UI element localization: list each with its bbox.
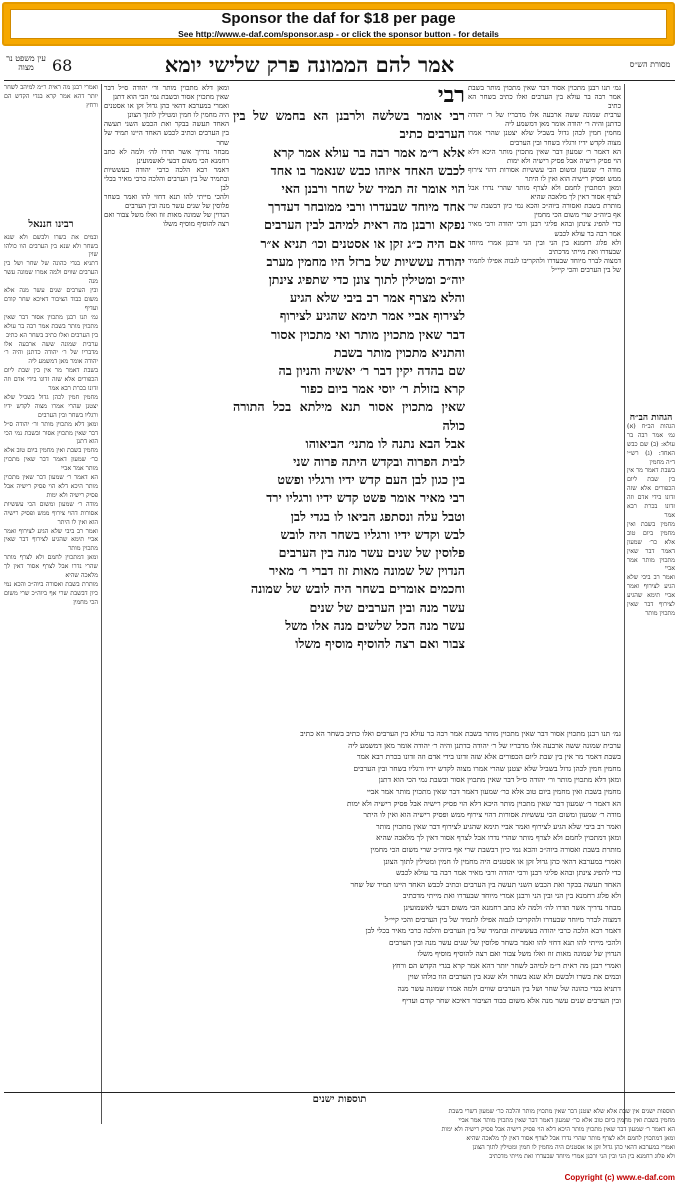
right-commentary-column <box>468 84 621 724</box>
masoret-hashas-label: מסורת הש״ס <box>629 60 671 69</box>
main-line: והלא מצרף אמר רב ביבי שלא הגיע <box>290 290 465 306</box>
opening-word: רבי <box>437 86 465 108</box>
sponsor-banner[interactable] <box>2 2 675 46</box>
rabbeinu-chananel-text: בשבת דאמר מר אין בין שבת ליום הכפורים אלא שזה זדונו בידי אדם וזה זדונו בכרת רבא אמר <box>4 367 98 393</box>
commentary-paragraph: ולא פלוג רחמנא בין הני ובין הני ורבנן אמרי מיוחד שבעדרו ואת מייתי מדכתיב <box>468 238 621 256</box>
main-line: פלוסין של שנים עשר מנה בין הערבים <box>278 545 465 561</box>
right-margin-column <box>627 84 675 844</box>
main-line: קרא בזולת ר׳ יוסי אמר ביום כפור <box>300 381 465 397</box>
main-line: עשר מנה ובין הערבים של שנים <box>309 599 465 615</box>
right-divider <box>624 84 625 1124</box>
sponsor-banner-box[interactable] <box>10 9 667 39</box>
wide-line: מחמין בשבת ואין מחמין ביום טוב אלא כר׳ שמעון דאמר דבר שאין מתכוין מותר אמר אביי <box>366 786 621 796</box>
rabbeinu-chananel-text: דתניא בגדי כהונה של שחר ושל בין הערבים שווים ולמה אמרו שמונה עשר מנה <box>4 260 98 286</box>
wide-line: מחמין חמין לכהן גדול בשביל שלא יצטנן שהרי אמרו מצוה לקדש ידיו ורגליו בשחר ובין הערבים <box>353 763 621 773</box>
talmud-page <box>4 52 675 1172</box>
footer-rule <box>4 1092 675 1093</box>
wide-line: דתניא בגדי כהונה של שחר ושל בין הערבים שווים ולמה אמרו שמונה עשר מנה <box>397 984 621 994</box>
main-line: לבית הפרוה ובקדש היתה פרוה שני <box>293 454 465 470</box>
main-line: הוי אומר זה תמיד של שחר ורבנן האי <box>281 181 465 197</box>
main-line: לבש וקדש ידיו ורגליו בשחר היה לובש <box>280 526 465 542</box>
rabbeinu-chananel-text: מודה ר׳ שמעון ומשום הכי עששיות אסורות דהוי צירוף ממש ופסיק רישיה הוא ואין לו היתר <box>4 500 98 526</box>
footer-line: הא דאמר ר׳ שמעון דבר שאין מתכוין מותר היכא דלא הוי פסיק רישיה אבל פסיק רישיה ולא ימות <box>441 1125 675 1133</box>
main-line: דבר שאין מתכוין מותר ואי מתכוין אסור <box>270 326 465 342</box>
commentary-paragraph: ערבית שמונה ששה ארבעה אלו מדבריו של ר׳ יהודה כדתנן והיה ר׳ יהודה אומר מאן דמשמע ליה <box>468 111 621 129</box>
main-line: צבור ואם רצה להוסיף מוסיף משלו <box>295 636 465 652</box>
rabbeinu-chananel-text: ובין הערבים שנים עשר מנה אלא משום כבוד הציבור דאיכא שחר קודם ועדיף <box>4 287 98 312</box>
rabbeinu-chananel-text: ובמים את בשרו ולבשם ולא שנא בשחר ולא שנא בין הערבים הוו כולהו שוין <box>4 233 98 259</box>
main-line: וטבל עלה ונסתפג הביאו לו בגדי לבן <box>290 508 465 524</box>
rabbeinu-chananel-label: רבינו חננאל <box>28 218 74 230</box>
wide-line: דמצוה לברר מיוחד שבעדרו ולהקריבו לגבוה אפילו לתמיד של בין הערבים והכי קיי״ל <box>384 914 621 924</box>
footer-line: ואמרי במערבא דהאי כהן גדול זקן או אסטנים היה מחמין לו חמין ומטילין לתוך הצונן <box>472 1143 675 1151</box>
rabbeinu-chananel-text: גמ׳ תנו רבנן מתכוין אסור דבר שאין מתכוין מותר בשבת אמר רבה בר עולא בין הערבים ואלו כתיב בשחר הא כתיב <box>4 313 98 339</box>
hagahot-text: הגהות הב״ח (א) גמ׳ אמר רבה בר עולא: (ב) שם כבש האחד: (ג) רש״י ד״ה מחמין <box>627 422 675 466</box>
commentary-paragraph: הנדוין של שמונה מאות זוז ואלו משל צבור ואם רצה להוסיף מוסיף משלו <box>104 211 229 229</box>
rabbeinu-chananel-text: ומאן דלא מתכוין מותר ור׳ יהודה ס״ל דבר שאין מתכוין אסור ובשבת נמי הכי הוא דתנן <box>4 420 98 446</box>
rabbeinu-chananel-text: מחמין בשבת ואין מחמין ביום טוב אלא כר׳ שמעון דאמר דבר שאין מתכוין מותר אמר אביי <box>4 447 98 473</box>
sponsor-title: Sponsor the daf for $18 per page <box>221 10 456 27</box>
wide-line: ומאן דלא מתכוין מותר ור׳ יהודה ס״ל דבר שאין מתכוין אסור ובשבת נמי הכי הוא דתנן <box>378 775 621 785</box>
wide-line: האחד תעשה בבקר ואת הכבש השני תעשה בין הערבים וכתיב לכבש האחד היינו תמיד של שחר <box>350 879 621 889</box>
hagahot-text-cont: בשבת דאמר מר אין בין שבת ליום הכפורים אלא שזה זדונו בידי אדם וזה זדונו בכרת רבא אמר <box>627 467 675 519</box>
tosafot-yeshanim-text <box>4 1108 675 1172</box>
wide-line: בשבת דאמר מר אין בין שבת ליום הכפורים אלא שזה זדונו בידי אדם וזה זדונו בכרת רבא אמר <box>356 752 621 762</box>
left-commentary-column <box>104 84 229 724</box>
left-margin-column <box>4 84 98 1124</box>
main-line: יוה״כ ומטילין לתוך צונן כדי שתפיג צינתן <box>268 272 465 288</box>
hagahot-text-cont: מחמין בשבת ואין מחמין ביום טוב אלא כר׳ שמעון דאמר דבר שאין מתכוין מותר אמר אביי <box>627 520 675 573</box>
commentary-paragraph: מותרת בשבת ואסורה ביוה״כ והכא נמי כיון דבשבת שרי אף ביוה״כ שרי משום הכי מחמין <box>468 202 621 220</box>
footer-line: ולא פלוג רחמנא בין הני ובין הני ורבנן אמרי מיוחד שבעדרו ואת מייתי מדכתיב <box>489 1152 675 1160</box>
main-line: שאין מתכוין אסור תנא מילתא בכל התורה כולה <box>233 399 465 433</box>
main-line: אלא ר״מ אמר רבה בר עולא אמר קרא <box>273 144 465 160</box>
commentary-paragraph: האחד תעשה בבקר ואת הכבש השני תעשה בין הערבים וכתיב לכבש האחד היינו תמיד של שחר <box>104 120 229 147</box>
wide-line: ולא פלוג רחמנא בין הני ובין הני ורבנן אמרי מיוחד שבעדרו ואת מייתי מדכתיב <box>402 891 621 901</box>
wide-line: מבחר נדריך אשר תדרו לה׳ ולמה לא כתב רחמנא הכי משום דבעי לאשמועינן <box>403 902 621 912</box>
hagahot-label: הגהות הב״ח <box>629 413 673 423</box>
commentary-paragraph: מודה ר׳ שמעון ומשום הכי עששיות אסורות דהוי צירוף ממש ופסיק רישיה הוא ואין לו היתר <box>468 165 621 183</box>
wide-line: מותרת בשבת ואסורה ביוה״כ והכא נמי כיון דבשבת שרי אף ביוה״כ שרי משום הכי מחמין <box>370 844 621 854</box>
copyright-notice[interactable]: Copyright (c) www.e-daf.com <box>564 1173 675 1182</box>
rabbeinu-chananel-text: ואמר רב ביבי שלא הגיע לצירוף ואמר אביי תימא שהגיע לצירוף דבר שאין מתכוין מותר <box>4 527 98 553</box>
left-divider <box>101 84 102 1124</box>
wide-line: הנדוין של שמונה מאות זוז ואלו משל צבור ואם רצה להוסיף מוסיף משלו <box>417 949 621 959</box>
main-line: והתניא מתכוין מותר בשבת <box>333 344 465 360</box>
rabbeinu-chananel-text: מותרת בשבת ואסורה ביוה״כ והכא נמי כיון דבשבת שרי אף ביוה״כ שרי משום הכי מחמין <box>4 580 98 606</box>
main-line: אבל הבא נתנה לו מתני׳ הביאוהו <box>305 435 465 451</box>
main-line: לכבש האחד איזהו כבש שנאמר בו אחד <box>270 162 465 178</box>
main-line: אם היה כ״ג זקן או אסטנים וכו׳ תניא א״ר <box>260 235 465 251</box>
commentary-paragraph: ולהכי מייתי להו תנא דחזי להו ואמר בשחר פלוסין של שנים עשר מנה ובין הערבים <box>104 193 229 211</box>
commentary-paragraph: דאמר רבא הלכה כרבי יהודה בעששיות ובתמיד של בין הערבים והלכה כרבי מאיר בכלי לבן <box>104 165 229 193</box>
sponsor-subtitle[interactable]: See http://www.e-daf.com/sponsor.asp - or click the sponsor button - for details <box>178 29 499 39</box>
wide-line: ערבית שמונה ששה ארבעה אלו מדבריו של ר׳ יהודה כדתנן והיה ר׳ יהודה אומר מאן דמשמע ליה <box>348 740 621 750</box>
rabbeinu-chananel-text: מחמין חמין לכהן גדול בשביל שלא יצטנן שהרי אמרו מצוה לקדש ידיו ורגליו בשחר ובין הערבים <box>4 393 98 419</box>
main-line: וחכמים אומרים בשחר היה לובש של שמונה <box>250 581 465 597</box>
commentary-paragraph: הא דאמר ר׳ שמעון דבר שאין מתכוין מותר היכא דלא הוי פסיק רישיה אבל פסיק רישיה ולא ימות <box>468 147 621 165</box>
rabbeinu-chananel-text: ערבית שמונה ששה ארבעה אלו מדבריו של ר׳ יהודה כדתנן והיה ר׳ יהודה אומר מאן דמשמע ליה <box>4 340 98 366</box>
ein-mishpat-label: עין משפט נר מצוה <box>6 54 46 72</box>
wide-line: ובין הערבים שנים עשר מנה אלא משום כבוד הציבור דאיכא שחר קודם ועדיף <box>402 995 621 1005</box>
main-gemara-column <box>233 86 465 692</box>
wide-line: גמ׳ תנו רבנן מתכוין אסור דבר שאין מתכוין מותר בשבת אמר רבה בר עולא בין הערבים ואלו כתיב בשחר הא כתיב <box>300 729 621 738</box>
footer-line: מחמין בשבת ואין מחמין ביום טוב אלא כר׳ שמעון דאמר דבר שאין מתכוין מותר אמר אביי <box>458 1116 675 1124</box>
wide-line: דאמר רבא הלכה כרבי יהודה בעששיות ובתמיד של בין הערבים והלכה כרבי מאיר בכלי לבן <box>365 926 621 936</box>
commentary-paragraph: ומאן דלא מתכוין מותר ור׳ יהודה ס״ל דבר שאין מתכוין אסור ובשבת נמי הכי הוא דתנן <box>104 84 229 102</box>
page-number: 68 <box>52 56 73 75</box>
wide-line: כדי להפיג צינתן ובהא פליגי רבנן ורבי יהודה ורבי מאיר אמר רבה בר עולא לכבש <box>395 868 621 878</box>
commentary-paragraph: כדי להפיג צינתן ובהא פליגי רבנן ורבי יהודה ורבי מאיר אמר רבה בר עולא לכבש <box>468 220 621 238</box>
wide-line: מודה ר׳ שמעון ומשום הכי עששיות אסורות דהוי צירוף ממש ופסיק רישיה הוא ואין לו היתר <box>363 810 621 820</box>
commentary-paragraph: מחמין חמין לכהן גדול בשביל שלא יצטנן שהרי אמרו מצוה לקדש ידיו ורגליו בשחר ובין הערבים <box>468 129 621 147</box>
wide-commentary-block <box>104 728 621 1088</box>
footer-line: ומאן דמתכוין לחמם ולא לצרף מותר שהרי נדרו אבל לצרף אסור דאין לך מלאכה שהיא <box>466 1134 675 1142</box>
page-title: אמר להם הממונה פרק שלישי יומא <box>164 52 455 77</box>
main-line: אחד מיוחד שבעדרו ורבי ממובחר דעדרך <box>268 199 465 215</box>
main-line: רבי אומר בשלשה ולרבנן הא בחמש של בין הערבים כתיב <box>233 108 465 142</box>
rabbeinu-chananel-text: הא דאמר ר׳ שמעון דבר שאין מתכוין מותר היכא דלא הוי פסיק רישיה אבל פסיק רישיה ולא ימות <box>4 474 98 499</box>
ein-mishpat-text: ואמרי רבנן מה ראית ר״מ למיהב לשחר יותר דהא אמר קרא בגדי הקדש הם ורחץ <box>4 84 98 109</box>
commentary-paragraph: מבחר נדריך אשר תדרו לה׳ ולמה לא כתב רחמנא הכי משום דבעי לאשמועינן <box>104 147 229 165</box>
wide-line: ומאן דמתכוין לחמם ולא לצרף מותר שהרי נדרו אבל לצרף אסור דאין לך מלאכה שהיא <box>376 833 621 843</box>
header-rule <box>4 80 675 81</box>
hagahot-text-cont: ואמר רב ביבי שלא הגיע לצירוף ואמר אביי תימא שהגיע לצירוף דבר שאין מתכוין מותר <box>627 574 675 617</box>
rabbeinu-chananel-text: ומאן דמתכוין לחמם ולא לצרף מותר שהרי נדרו אבל לצרף אסור דאין לך מלאכה שהיא <box>4 554 98 580</box>
main-line: הנדוין של שמונה מאות זוז דברי ר׳ מאיר <box>268 563 465 579</box>
wide-line: ואמרי במערבא דהאי כהן גדול זקן או אסטנים היה מחמין לו חמין ומטילין לתוך הצונן <box>383 856 621 866</box>
main-line: לצירוף אביי אמר תימא שהגיע לצירוף <box>279 308 465 324</box>
main-line: בין כגון לבן העם קדש ידיו ורגליו ופשט <box>277 472 465 488</box>
wide-line: ואמר רב ביבי שלא הגיע לצירוף ואמר אביי תימא שהגיע לצירוף דבר שאין מתכוין מותר <box>376 821 621 831</box>
commentary-paragraph: ואמרי במערבא דהאי כהן גדול זקן או אסטנים היה מחמין לו חמין ומטילין לתוך הצונן <box>104 102 229 120</box>
wide-line: ובמים את בשרו ולבשם ולא שנא בשחר ולא שנא בין הערבים הוו כולהו שוין <box>407 972 621 982</box>
wide-line: ואמרי רבנן מה ראית ר״מ למיהב לשחר יותר דהא אמר קרא בגדי הקדש הם ורחץ <box>392 960 621 970</box>
main-line: שם בהדה יקין דבר ר׳ יאשיה והניון בה <box>278 363 465 379</box>
page-header <box>4 52 675 82</box>
wide-line: הא דאמר ר׳ שמעון דבר שאין מתכוין מותר היכא דלא הוי פסיק רישיה אבל פסיק רישיה ולא ימות <box>346 798 621 808</box>
footer-line: תוספות ישנים אין שבת אלא שלא יצטנן דבר שאין מתכוין מותר והלכה כר׳ שמעון דשרי בשבת <box>448 1108 675 1115</box>
tosafot-yeshanim-label: תוספות ישנים <box>312 1094 367 1105</box>
commentary-paragraph: ומאן דמתכוין לחמם ולא לצרף מותר שהרי נדרו אבל לצרף אסור דאין לך מלאכה שהיא <box>468 184 621 202</box>
commentary-paragraph: גמ׳ תנו רבנן מתכוין אסור דבר שאין מתכוין מותר בשבת אמר רבה בר עולא בין הערבים ואלו כתיב בשחר הא כתיב <box>468 84 621 111</box>
wide-line: ולהכי מייתי להו תנא דחזי להו ואמר בשחר פלוסין של שנים עשר מנה ובין הערבים <box>388 937 621 947</box>
main-line: עשר מנה הכל שלשים מנה אלו משל <box>285 617 465 633</box>
main-line: רבי מאיר אומר פשט קדש ידיו ורגליו ירד <box>266 490 465 506</box>
main-line: נפקא ורבנן מה ראית למיהב לבין הערבים <box>263 217 465 233</box>
main-line: יהודה עששיות של ברזל היו מחמין מערב <box>266 253 465 269</box>
commentary-paragraph: דמצוה לברר מיוחד שבעדרו ולהקריבו לגבוה אפילו לתמיד של בין הערבים והכי קיי״ל <box>468 256 621 274</box>
